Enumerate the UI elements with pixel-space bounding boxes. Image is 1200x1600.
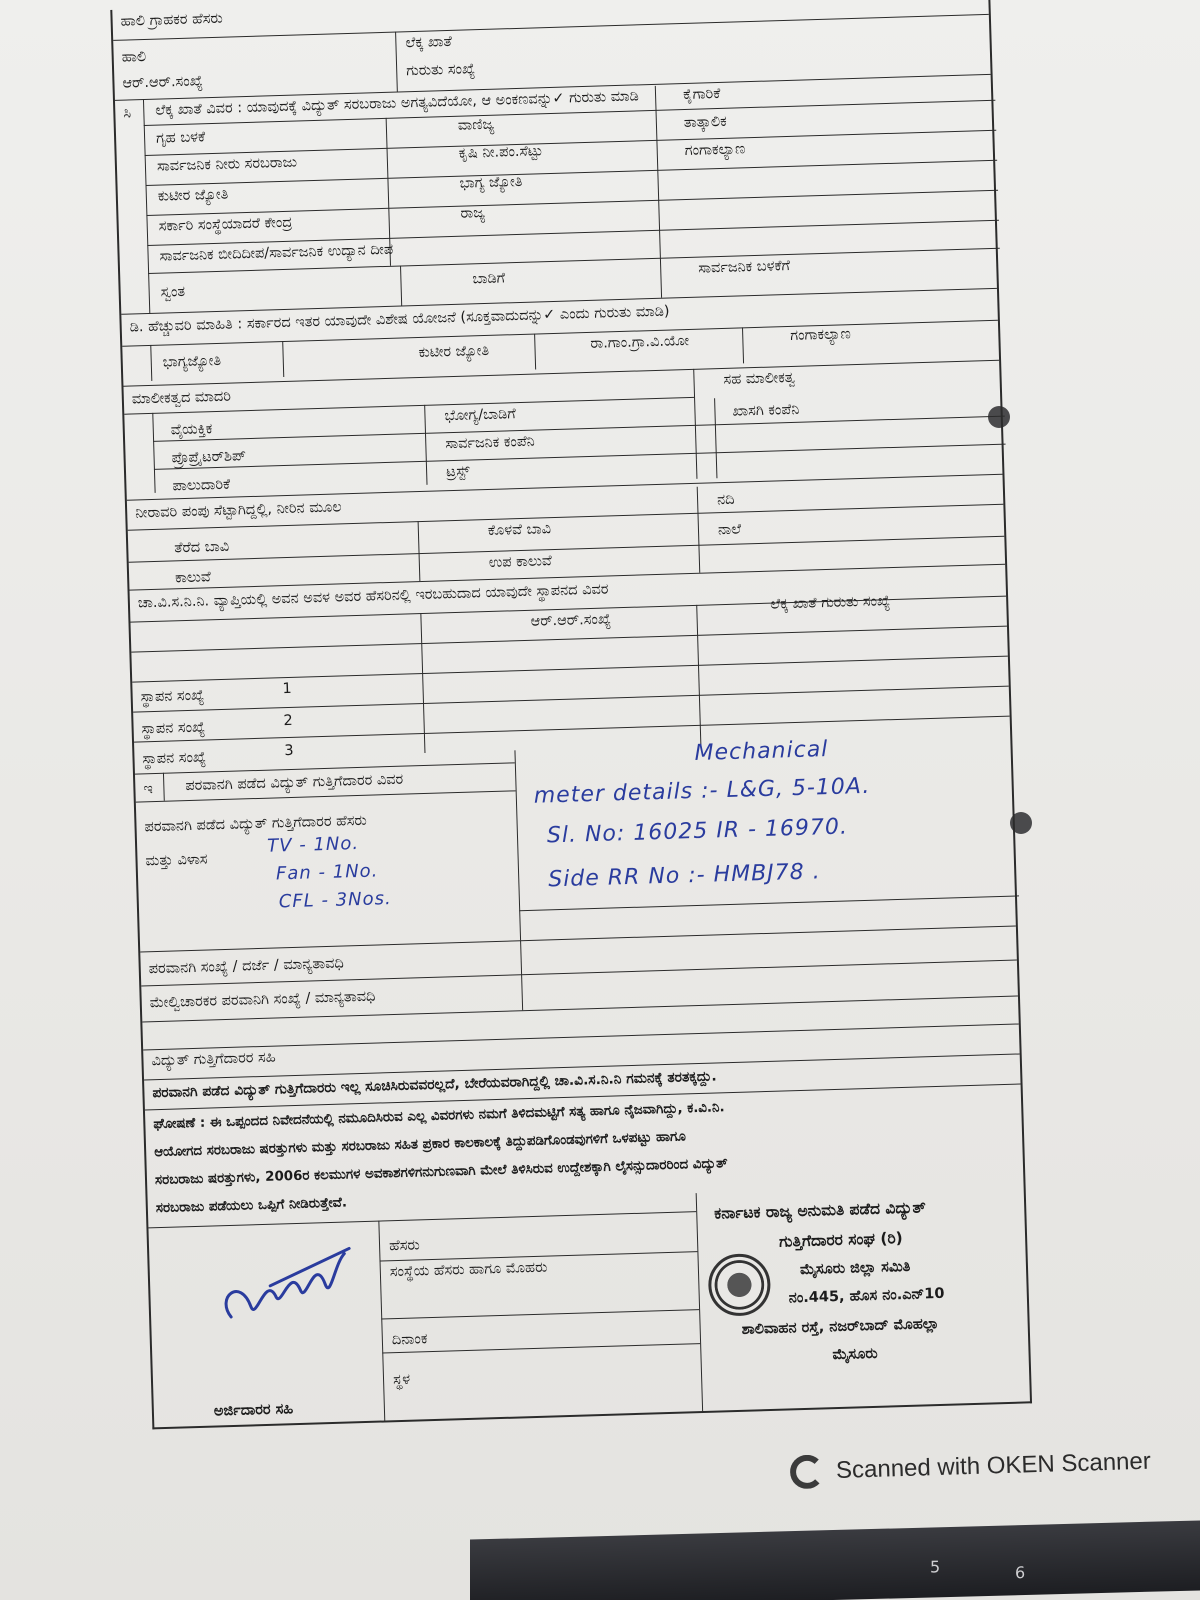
option-private-company: ಖಾಸಗಿ ಕಂಪೆನಿ xyxy=(732,401,800,420)
declaration-line-2: ಆಯೋಗದ ಸರಬರಾಜು ಷರತ್ತುಗಳು ಮತ್ತು ಸರಬರಾಜು ಸಹಿತ ಪ್ರಕಾರ ಕಾಲಕಾಲಕ್ಕೆ ತಿದ್ದುಪಡಿಗೊಂಡವುಗಳಿಗೆ ಒಳಪಟ್ಟು ಹಾಗೂ xyxy=(153,1129,687,1161)
section-c-marker: ಸಿ xyxy=(123,105,132,122)
option-gangakalyana: ಗಂಗಾಕಲ್ಯಾಣ xyxy=(684,141,746,160)
handwritten-side-rr: Side RR No :- HMBJ78 . xyxy=(547,859,822,893)
option-river: ನದಿ xyxy=(716,491,735,509)
scanner-text: Scanned with OKEN Scanner xyxy=(835,1447,1152,1484)
divider xyxy=(113,14,989,41)
divider xyxy=(143,99,150,314)
section-e-marker: ಇ xyxy=(143,781,154,798)
contractor-address-label: ಮತ್ತು ವಿಳಾಸ xyxy=(145,851,208,870)
option-bore-well: ಕೊಳವೆ ಬಾವಿ xyxy=(487,521,552,540)
option-domestic: ಗೃಹ ಬಳಕೆ xyxy=(155,129,206,147)
application-form xyxy=(110,0,1062,1439)
oken-scanner-icon xyxy=(790,1454,825,1489)
declaration-line-1: ಘೋಷಣೆ : ಈ ಒಪ್ಪಂದದ ನಿವೇದನೆಯಲ್ಲಿ ನಮೂದಿಸಿರುವ ಎಲ್ಲ ವಿವರಗಳು ನಮಗೆ ತಿಳಿದಮಟ್ಟಿಗೆ ಸತ್ಯ ಹಾಗೂ ನೈಜವಾಗಿದ್ದು, ಕ.ವಿ.ನಿ. xyxy=(153,1100,725,1133)
divider xyxy=(400,265,402,305)
association-line-5: ಶಾಲಿವಾಹನ ರಸ್ತೆ, ನಜರ್‌ಬಾದ್ ಮೊಹಲ್ಲಾ xyxy=(741,1315,940,1338)
option-public-company: ಸಾರ್ವಜನಿಕ ಕಂಪೆನಿ xyxy=(445,433,535,453)
installation-row-label: ಸ್ಥಾಪನ ಸಂಖ್ಯೆ xyxy=(141,719,206,738)
key-6: 6 xyxy=(1015,1563,1026,1583)
divider xyxy=(534,334,536,370)
option-proprietorship: ಪ್ರೊಪ್ರೈಟರ್‌ಶಿಪ್ xyxy=(171,448,247,467)
section-c-title: ಲೆಕ್ಕ ಖಾತೆ ವಿವರ : ಯಾವುದಕ್ಕೆ ವಿದ್ಯುತ್ ಸರಬರಾಜು ಅಗತ್ಯವಿದೆಯೋ, ಆ ಅಂಕಣವನ್ನು✓ ಗುರುತು ಮಾಡಿ xyxy=(155,88,640,119)
declaration-line-3: ಸರಬರಾಜು ಷರತ್ತುಗಳು, 2006ರ ಕಲಮುಗಳ ಅವಕಾಶಗಳಿಗನುಗುಣವಾಗಿ ಮೇಲೆ ತಿಳಿಸಿರುವ ಉದ್ದೇಶಕ್ಕಾಗಿ ಲೈಸನ್ಸುದಾರರಿಂದ ವಿದ್ಯುತ್ xyxy=(154,1156,728,1189)
handwritten-serial: Sl. No: 16025 IR - 16970. xyxy=(546,814,849,849)
divider xyxy=(395,32,398,92)
applicant-signature-label: ಅರ್ಜಿದಾರರ ಸಹಿ xyxy=(213,1401,294,1420)
id-number-label: ಗುರುತು ಸಂಖ್ಯೆ xyxy=(406,61,476,80)
contractor-signature-label: ವಿದ್ಯುತ್ ಗುತ್ತಿಗೆದಾರರ ಸಹಿ xyxy=(151,1049,276,1070)
divider xyxy=(152,413,155,493)
association-line-6: ಮೈಸೂರು xyxy=(832,1345,878,1364)
option-commercial: ವಾಣಿಜ್ಯ xyxy=(457,116,495,134)
option-state: ರಾಜ್ಯ xyxy=(460,204,486,222)
option-public-water: ಸಾರ್ವಜನಿಕ ನೀರು ಸರಬರಾಜು xyxy=(156,154,298,175)
divider xyxy=(133,686,1009,713)
divider xyxy=(150,345,152,381)
option-d-gangakalyana: ಗಂಗಾಕಲ್ಯಾಣ xyxy=(790,326,852,344)
divider xyxy=(381,1309,699,1319)
divider xyxy=(132,656,1008,683)
divider xyxy=(696,1193,704,1413)
place-label: ಸ್ಥಳ xyxy=(392,1371,411,1389)
divider xyxy=(146,190,998,216)
option-own: ಸ್ವಂತ xyxy=(160,283,186,301)
option-open-well: ತೆರೆದ ಬಾವಿ xyxy=(174,538,230,557)
account-head-label: ಲೆಕ್ಕ ಖಾತೆ xyxy=(405,33,453,52)
option-industrial: ಕೈಗಾರಿಕೆ xyxy=(682,85,721,104)
rr-column-header: ಆರ್.ಆರ್.ಸಂಖ್ಯೆ xyxy=(530,611,612,630)
divider xyxy=(134,716,1010,743)
option-kuteera-jyothi: ಕುಟೀರ ಜ್ಯೋತಿ xyxy=(157,186,229,205)
option-individual: ವೈಯಕ್ತಿಕ xyxy=(170,421,213,439)
rr-number-label: ಆರ್.ಆರ್.ಸಂಖ್ಯೆ xyxy=(122,73,204,92)
contractor-name-label: ಪರವಾನಗಿ ಪಡೆದ ವಿದ್ಯುತ್ ಗುತ್ತಿಗೆದಾರರ ಹೆಸರು xyxy=(144,812,367,836)
divider xyxy=(742,327,744,363)
handwritten-tv: TV - 1No. xyxy=(266,832,360,857)
installation-row-label: ಸ್ಥಾಪನ ಸಂಖ್ಯೆ xyxy=(142,749,207,768)
option-trust: ಟ್ರಸ್ಟ್ xyxy=(445,463,470,481)
name-label: ಹೆಸರು xyxy=(388,1237,420,1255)
form-table xyxy=(110,0,1032,1429)
option-sub-canal: ಉಪ ಕಾಲುವೆ xyxy=(488,553,552,572)
option-canal: ಕಾಲುವೆ xyxy=(174,569,211,587)
divider xyxy=(163,773,165,801)
divider xyxy=(143,1023,1019,1050)
installation-row-label: ಸ್ಥಾಪನ ಸಂಖ್ಯೆ xyxy=(140,687,205,706)
option-d-kuteera: ಕುಟೀರ ಜ್ಯೋತಿ xyxy=(418,342,490,361)
handwritten-fan: Fan - 1No. xyxy=(275,860,379,885)
option-rented: ಬಾಡಿಗೆ xyxy=(472,270,506,288)
divider xyxy=(418,521,421,581)
association-line-1: ಕರ್ನಾಟಕ ರಾಜ್ಯ ಅನುಮತಿ ಪಡೆದ ವಿದ್ಯುತ್ xyxy=(714,1198,926,1223)
license-number-label: ಪರವಾನಗಿ ಸಂಖ್ಯೆ / ದರ್ಜೆ / ಮಾನ್ಯತಾವಧಿ xyxy=(148,955,345,978)
existing-label: ಹಾಲಿ xyxy=(121,48,147,66)
contractor-note: ಪರವಾನಗಿ ಪಡೆದ ವಿದ್ಯುತ್ ಗುತ್ತಿಗೆದಾರರು ಇಲ್ಲ ಸೂಚಿಸಿರುವವರಲ್ಲದೆ, ಬೇರೆಯವರಾಗಿದ್ದಲ್ಲಿ ಚಾ.ವಿ.ಸ.ನಿ.ನಿ ಗಮನಕ್ಕೆ ತರತಕ್ಕದ್ದು. xyxy=(152,1068,717,1102)
date-label: ದಿನಾಂಕ xyxy=(391,1331,428,1349)
option-co-ownership: ಸಹ ಮಾಲೀಕತ್ವ xyxy=(723,369,796,388)
option-govt-central: ಸರ್ಕಾರಿ ಸಂಸ್ಥೆಯಾದರೆ ಕೇಂದ್ರ xyxy=(158,214,293,235)
divider xyxy=(153,416,1005,442)
divider xyxy=(514,750,521,940)
option-lease: ಭೋಗ್ಯ/ಬಾಡಿಗೆ xyxy=(444,406,516,425)
option-d-bhagyajyothi: ಭಾಗ್ಯಜ್ಯೋತಿ xyxy=(162,352,222,371)
divider xyxy=(714,398,717,478)
divider xyxy=(154,444,1006,470)
section-d-title: ಡಿ. ಹೆಚ್ಚುವರಿ ಮಾಹಿತಿ : ಸರ್ಕಾರದ ಇತರ ಯಾವುದೇ ವಿಶೇಷ ಯೋಜನೆ (ಸೂಕ್ತವಾದುದನ್ನು✓ ಎಂದು ಗುರುತು ಮಾಡಿ) xyxy=(129,303,670,336)
option-nale: ನಾಲೆ xyxy=(717,521,742,539)
option-temporary: ತಾತ್ಕಾಲಿಕ xyxy=(683,113,727,132)
option-bhagya-jyothi: ಭಾಗ್ಯ ಜ್ಯೋತಿ xyxy=(459,173,523,192)
applicant-signature xyxy=(112,0,988,10)
divider xyxy=(127,474,1003,501)
divider xyxy=(145,130,997,156)
association-line-3: ಮೈಸೂರು ಜಿಲ್ಲಾ ಸಮಿತಿ xyxy=(799,1258,911,1279)
divider xyxy=(123,360,999,387)
divider xyxy=(424,405,427,485)
option-d-rggvy: ರಾ.ಗಾಂ.ಗ್ರಾ.ವಿ.ಯೋ xyxy=(590,332,690,352)
association-seal xyxy=(707,1253,771,1317)
org-seal-label: ಸಂಸ್ಥೆಯ ಹೆಸರು ಹಾಗೂ ಮೊಹರು xyxy=(389,1259,548,1281)
association-line-4: ನಂ.445, ಹೊಸ ನಂ.ಎನ್10 xyxy=(788,1285,945,1307)
handwritten-meter-details: meter details :- L&G, 5-10A. xyxy=(533,773,871,809)
ownership-title: ಮಾಲೀಕತ್ವದ ಮಾದರಿ xyxy=(131,388,232,408)
association-line-2: ಗುತ್ತಿಗೆದಾರರ ಸಂಘ (ರಿ) xyxy=(778,1229,903,1251)
divider xyxy=(131,626,1007,653)
installation-row-number: 3 xyxy=(284,742,294,760)
divider xyxy=(519,895,1019,911)
irrigation-title: ನೀರಾವರಿ ಪಂಪು ಸೆಟ್ಟಾಗಿದ್ದಲ್ಲಿ, ನೀರಿನ ಮೂಲ xyxy=(135,499,342,522)
divider xyxy=(382,1343,700,1353)
handwritten-cfl: CFL - 3Nos. xyxy=(278,888,393,913)
divider xyxy=(655,86,661,258)
divider xyxy=(282,341,284,377)
installation-row-number: 2 xyxy=(283,712,293,730)
divider xyxy=(129,536,1005,563)
existing-customer-name-label: ಹಾಲಿ ಗ್ರಾಹಕರ ಹೆಸರು xyxy=(120,10,223,30)
divider xyxy=(660,258,662,298)
option-partnership: ಪಾಲುದಾರಿಕೆ xyxy=(172,476,231,495)
installations-title: ಚಾ.ವಿ.ಸ.ನಿ.ನಿ. ವ್ಯಾಪ್ತಿಯಲ್ಲಿ ಅವನ ಅವಳ ಅವರ ಹೆಸರಿನಲ್ಲಿ ಇರಬಹುದಾದ ಯಾವುದೇ ಸ್ಥಾಪನದ ವಿವರ xyxy=(137,581,609,612)
divider xyxy=(697,487,701,573)
declaration-line-4: ಸರಬರಾಜು ಪಡೆಯಲು ಒಪ್ಪಿಗೆ ನೀಡಿರುತ್ತೇವೆ. xyxy=(155,1195,348,1217)
key-5: 5 xyxy=(930,1557,941,1577)
installation-row-number: 1 xyxy=(282,680,292,698)
handwritten-mechanical: Mechanical xyxy=(694,737,829,766)
option-agri-pumpset: ಕೃಷಿ ನೀ.ಪಂ.ಸೆಟ್ಟು xyxy=(458,143,544,162)
supervisor-license-label: ಮೇಲ್ವಿಚಾರಕರ ಪರವಾನಿಗಿ ಸಂಖ್ಯೆ / ಮಾನ್ಯತಾವಧಿ xyxy=(149,988,376,1012)
divider xyxy=(140,926,1016,953)
option-street-light: ಸಾರ್ವಜನಿಕ ಬೀದಿದೀಪ/ಸಾರ್ವಜನಿಕ ಉದ್ಯಾನ ದೀಪ xyxy=(159,241,394,265)
option-public-use: ಸಾರ್ವಜನಿಕ ಬಳಕೆಗೆ xyxy=(697,257,791,277)
account-column-header: ಲೆಕ್ಕ ಖಾತೆ ಗುರುತು ಸಂಖ್ಯೆ xyxy=(769,593,891,613)
divider xyxy=(378,1221,385,1421)
section-e-title: ಪರವಾನಗಿ ಪಡೆದ ವಿದ್ಯುತ್ ಗುತ್ತಿಗೆದಾರರ ವಿವರ xyxy=(185,771,404,795)
